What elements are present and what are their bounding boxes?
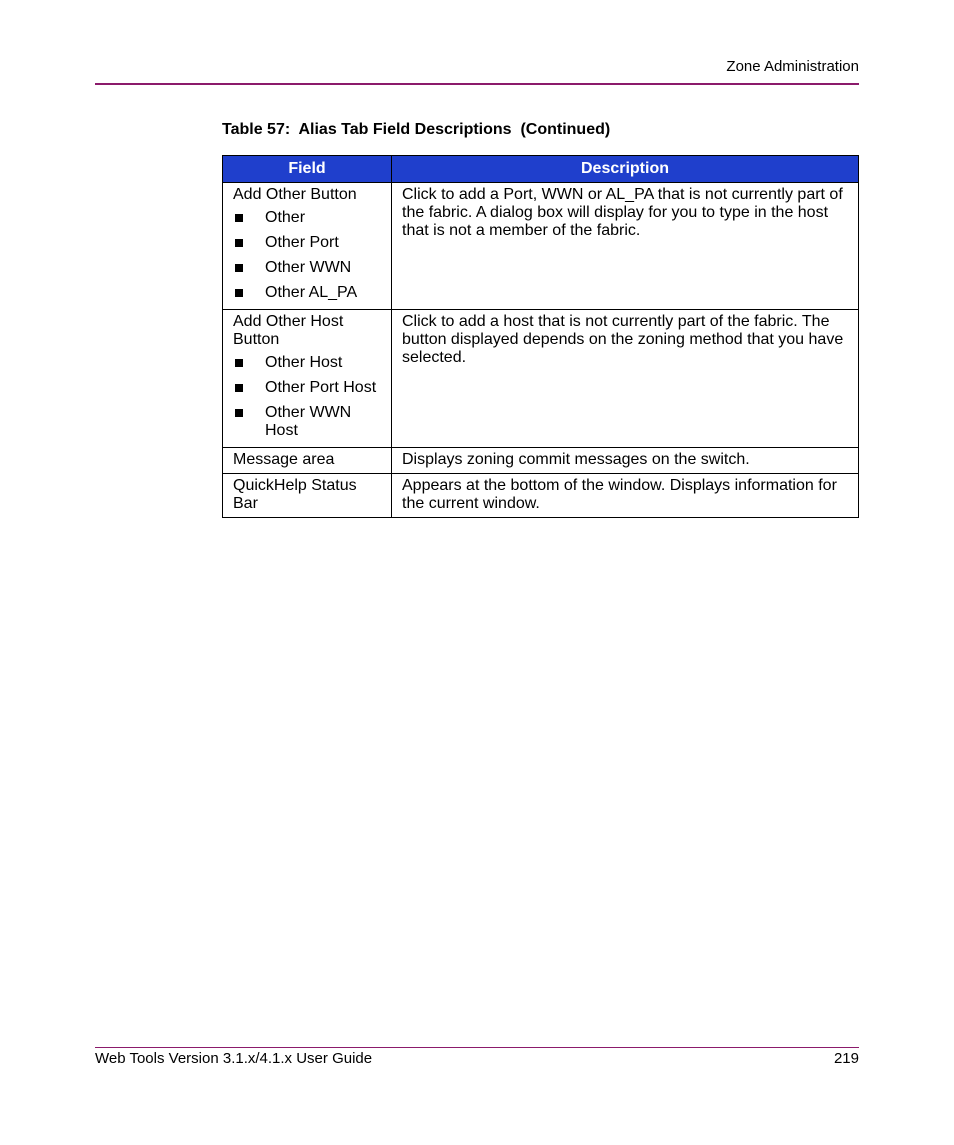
list-item: Other: [233, 209, 381, 227]
square-bullet-icon: [235, 214, 243, 222]
guide-title: Web Tools Version 3.1.x/4.1.x User Guide: [95, 1050, 373, 1067]
description-cell: Displays zoning commit messages on the switch.: [392, 448, 859, 474]
header-rule: [95, 83, 859, 85]
option-list: [233, 354, 381, 440]
list-item: Other Host: [233, 354, 381, 372]
field-cell: QuickHelp Status Bar: [223, 474, 392, 518]
footer-rule: [95, 1047, 859, 1048]
field-cell: Message area: [223, 448, 392, 474]
table-caption: Table 57: Alias Tab Field Descriptions (Continued): [222, 121, 611, 138]
table-row: [223, 474, 859, 518]
square-bullet-icon: [235, 289, 243, 297]
list-item: Other Port Host: [233, 379, 381, 397]
running-header: Zone Administration: [726, 58, 859, 75]
table-row: [223, 448, 859, 474]
square-bullet-icon: [235, 264, 243, 272]
field-name: Add Other Host Button: [233, 313, 344, 348]
description-cell: Click to add a host that is not currently part of the fabric. The button displayed depends on the zoning method that you have selected.: [392, 310, 859, 448]
table-row: [223, 310, 859, 448]
square-bullet-icon: [235, 239, 243, 247]
list-item: Other AL_PA: [233, 284, 381, 302]
description-cell: Appears at the bottom of the window. Displays information for the current window.: [392, 474, 859, 518]
column-header-field: Field: [223, 156, 392, 183]
list-item: Other Port: [233, 234, 381, 252]
page-number: 219: [833, 1050, 859, 1067]
square-bullet-icon: [235, 384, 243, 392]
list-item: Other WWN Host: [233, 404, 381, 440]
field-description-table: [222, 155, 859, 518]
field-name: Add Other Button: [233, 186, 357, 203]
table-header-row: [223, 156, 859, 183]
column-header-description: Description: [392, 156, 859, 183]
field-cell: [223, 310, 392, 448]
field-cell: [223, 183, 392, 310]
list-item: Other WWN: [233, 259, 381, 277]
square-bullet-icon: [235, 359, 243, 367]
table-row: [223, 183, 859, 310]
option-list: [233, 209, 381, 302]
description-cell: Click to add a Port, WWN or AL_PA that is not currently part of the fabric. A dialog box will display for you to type in the host that is not a member of the fabric.: [392, 183, 859, 310]
square-bullet-icon: [235, 409, 243, 417]
